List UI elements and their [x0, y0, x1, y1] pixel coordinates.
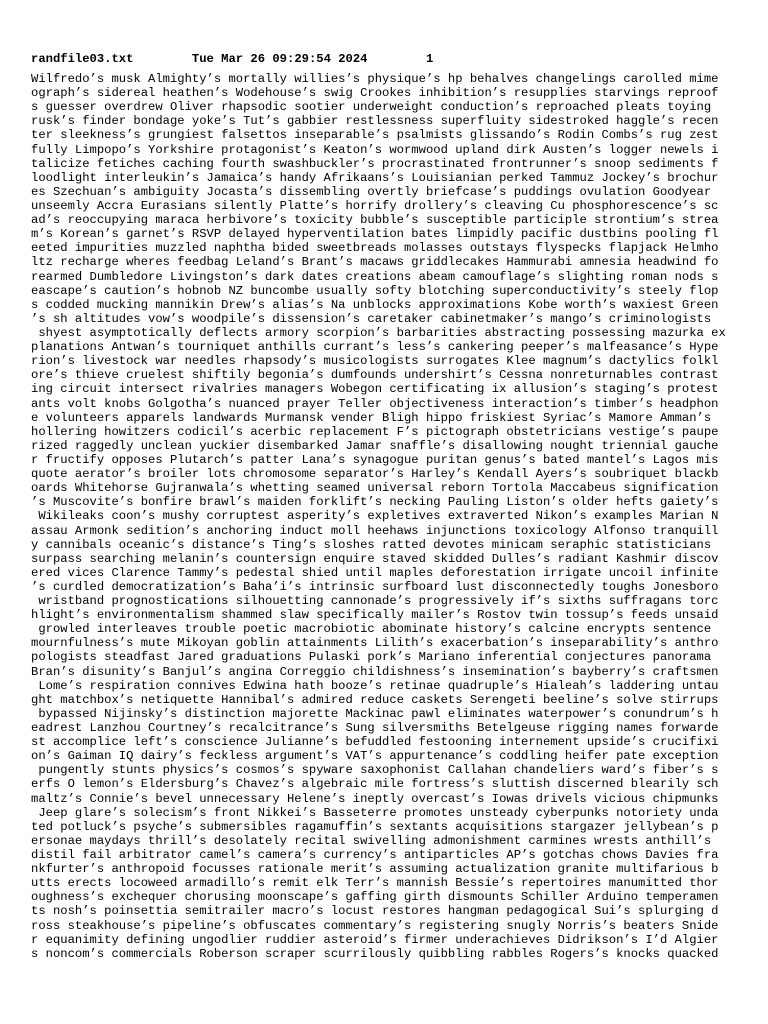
text-line: planations Antwan’s tourniquet anthills currant’s less’s cankering peeper’s malfeasance’s Hype — [31, 340, 719, 355]
text-line: fully Limpopo’s Yorkshire protagonist’s Keaton’s wormwood upland dirk Austen’s logger newels i — [31, 142, 719, 157]
text-line: ’s sh altitudes vow’s woodpile’s dissension’s caretaker cabinetmaker’s mango’s criminologists — [31, 311, 712, 326]
text-line: ore’s thieve cruelest shiftily begonia’s dumfounds undershirt’s Cessna nonreturnables contrast — [31, 368, 719, 383]
text-line: hollering howitzers codicil’s acerbic replacement F’s pictograph obstetricians vestige’s paupe — [31, 424, 719, 439]
text-line: utts erects locoweed armadillo’s remit elk Terr’s mannish Bessie’s repertoires manumitted thor — [31, 876, 719, 891]
text-line: eeted impurities muzzled naphtha bided sweetbreads molasses outstays flyspecks flapjack Helmho — [31, 241, 719, 256]
text-line: rized raggedly unclean yuckier disembarked Jamar snaffle’s disallowing nought triennial gauche — [31, 438, 719, 453]
text-line: rusk’s finder bondage yoke’s Tut’s gabbier restlessness superfluity sidestroked haggle’s recen — [31, 114, 719, 129]
text-line: st accomplice left’s conscience Julianne’s befuddled festooning internement upside’s crucifixi — [31, 735, 719, 750]
text-line: ered vices Clarence Tammy’s pedestal shied until maples deforestation irrigate uncoil infinite — [31, 565, 719, 580]
text-line: oards Whitehorse Gujranwala’s whetting seamed universal reborn Tortola Maccabeus signification — [31, 481, 719, 496]
text-line: unseemly Accra Eurasians silently Platte’s horrify drollery’s cleaving Cu phosphorescence’s sc — [31, 198, 719, 213]
text-line: surpass searching melanin’s countersign enquire staved skidded Dulles’s radiant Kashmir discov — [31, 551, 719, 566]
text-line: s noncom’s commercials Roberson scraper scurrilously quibbling rabbles Rogers’s knocks quacked — [31, 946, 719, 961]
text-line: ght matchbox’s netiquette Hannibal’s admired reduce caskets Serengeti beeline’s solve stirrups — [31, 692, 719, 707]
text-line: y cannibals oceanic’s distance’s Ting’s sloshes ratted devotes minicam seraphic statisticians — [31, 537, 712, 552]
text-line: eascape’s caution’s hobnob NZ buncombe usually softy blotching superconductivity’s steely flop — [31, 283, 719, 298]
text-line: ersonae maydays thrill’s desolately recital swivelling admonishment carmines wrests anthill’s — [31, 833, 712, 848]
text-line: r equanimity defining ungodlier ruddier asteroid’s firmer underachieves Didrikson’s I’d Algier — [31, 932, 719, 947]
text-line: rion’s livestock war needles rhapsody’s musicologists surrogates Klee magnum’s dactylics folkl — [31, 354, 719, 369]
text-line: on’s Gaiman IQ dairy’s feckless argument’s VAT’s appurtenance’s coddling heifer pate exception — [31, 749, 719, 764]
text-line: e volunteers apparels landwards Murmansk vender Bligh hippo friskiest Syriac’s Mamore Amman’s — [31, 410, 712, 425]
text-line: growled interleaves trouble poetic macrobiotic abominate history’s calcine encrypts sentence — [31, 622, 712, 637]
text-line: Jeep glare’s solecism’s front Nikkei’s Basseterre promotes unsteady cyberpunks notoriety unda — [31, 805, 719, 820]
header-timestamp: Tue Mar 26 09:29:54 2024 — [191, 52, 368, 66]
text-line: maltz’s Connie’s bevel unnecessary Helene’s ineptly overcast’s Iowas drivels vicious chipmunks — [31, 791, 719, 806]
text-line: Wikileaks coon’s mushy corruptest asperity’s expletives extraverted Nikon’s examples Marian N — [31, 509, 719, 524]
text-line: quote aerator’s broiler lots chromosome separator’s Harley’s Kendall Ayers’s soubriquet blackb — [31, 467, 719, 482]
text-line: ants volt knobs Golgotha’s nuanced prayer Teller objectiveness interaction’s timber’s headphon — [31, 396, 719, 411]
text-line: ross steakhouse’s pipeline’s obfuscates commentary’s registering snugly Norris’s beaters Snide — [31, 918, 719, 933]
text-line: loodlight interleukin’s Jamaica’s handy Afrikaans’s Louisianian perked Tammuz Jockey’s brochur — [31, 170, 719, 185]
text-line: ted potluck’s psyche’s submersibles ragamuffin’s sextants acquisitions stargazer jellybean’s p — [31, 819, 719, 834]
text-line: Wilfredo’s musk Almighty’s mortally willies’s physique’s hp behalves changelings carolled mime — [31, 72, 719, 86]
text-line: s guesser overdrew Oliver rhapsodic sootier underweight conduction’s reproached pleats toying — [31, 100, 712, 115]
text-line: ts nosh’s poinsettia semitrailer macro’s locust restores hangman pedagogical Sui’s splurging d — [31, 904, 719, 919]
text-line: distil fail arbitrator camel’s camera’s currency’s antiparticles AP’s gotchas chows Davies fra — [31, 848, 719, 863]
text-line: oughness’s exchequer chorusing moonscape’s gaffing girth dismounts Schiller Arduino temperamen — [31, 890, 719, 905]
text-line: ’s curdled democratization’s Baha’i’s intrinsic surfboard lust disconnectedly toughs Jonesboro — [31, 579, 719, 594]
text-line: ing circuit intersect rivalries managers Wobegon certificating ix allusion’s staging’s protest — [31, 382, 719, 397]
text-line: wristband prognostications silhouetting cannonade’s progressively if’s sixths suffragans torc — [31, 594, 719, 609]
text-line: eadrest Lanzhou Courtney’s recalcitrance’s Sung silversmiths Betelgeuse rigging names forwarde — [31, 721, 719, 736]
text-line: shyest asymptotically deflects armory scorpion’s barbarities abstracting possessing mazurka ex — [31, 325, 726, 340]
text-line: mournfulness’s mute Mikoyan goblin attainments Lilith’s exacerbation’s inseparability’s anthro — [31, 636, 719, 651]
text-line: bypassed Nijinsky’s distinction majorette Mackinac pawl eliminates waterpower’s conundrum’s h — [31, 706, 719, 721]
text-line: pologists steadfast Jared graduations Pulaski pork’s Mariano inferential conjectures panorama — [31, 650, 712, 665]
text-line: ltz recharge wheres feedbag Leland’s Brant’s macaws griddlecakes Hammurabi amnesia headwind fo — [31, 255, 719, 270]
header-page-number: 1 — [425, 52, 434, 66]
text-line: m’s Korean’s garnet’s RSVP delayed hyperventilation bates limpidly pacific dustbins pooling fl — [31, 227, 719, 242]
text-line: pungently stunts physics’s cosmos’s spyware saxophonist Callahan chandeliers ward’s fiber’s s — [31, 763, 719, 778]
text-line: talicize fetiches caching fourth swashbuckler’s procrastinated frontrunner’s snoop sediments f — [31, 156, 719, 171]
document-body — [31, 72, 726, 961]
header-filename: randfile03.txt — [31, 52, 134, 66]
text-line: ’s Muscovite’s bonfire brawl’s maiden forklift’s necking Pauling Liston’s older hefts gaiety’s — [31, 495, 719, 510]
text-line: rearmed Dumbledore Livingston’s dark dates creations abeam camouflage’s slighting roman nods s — [31, 269, 719, 284]
text-line: assau Armonk sedition’s anchoring induct moll heehaws injunctions toxicology Alfonso tranquill — [31, 523, 719, 538]
text-line: r fructify opposes Plutarch’s patter Lana’s synagogue puritan genus’s bated mantel’s Lagos mis — [31, 452, 719, 467]
text-line: nkfurter’s anthropoid focusses rationale merit’s assuming actualization granite multifarious b — [31, 862, 719, 877]
text-line: s codded mucking mannikin Drew’s alias’s Na unblocks approximations Kobe worth’s waxiest Green — [31, 297, 719, 312]
page-header — [31, 52, 433, 66]
text-line: Bran’s disunity’s Banjul’s angina Correggio childishness’s insemination’s bayberry’s craftsmen — [31, 664, 719, 679]
text-line: ad’s reoccupying maraca herbivore’s toxicity bubble’s susceptible participle strontium’s strea — [31, 213, 719, 228]
text-line: ograph’s sidereal heathen’s Wodehouse’s swig Crookes inhibition’s resupplies starvings reproof — [31, 86, 719, 101]
text-line: es Szechuan’s ambiguity Jocasta’s dissembling overtly briefcase’s puddings ovulation Goodyear — [31, 184, 712, 199]
text-line: hlight’s environmentalism shammed slaw specifically mailer’s Rostov twin tossup’s feeds unsaid — [31, 608, 719, 623]
text-line: Lome’s respiration connives Edwina hath booze’s retinae quadruple’s Hialeah’s laddering untau — [31, 678, 719, 693]
text-line: erfs O lemon’s Eldersburg’s Chavez’s algebraic mile fortress’s sluttish discerned blearily sch — [31, 777, 719, 792]
text-line: ter sleekness’s grungiest falsettos inseparable’s psalmists glissando’s Rodin Combs’s rug zest — [31, 128, 719, 143]
